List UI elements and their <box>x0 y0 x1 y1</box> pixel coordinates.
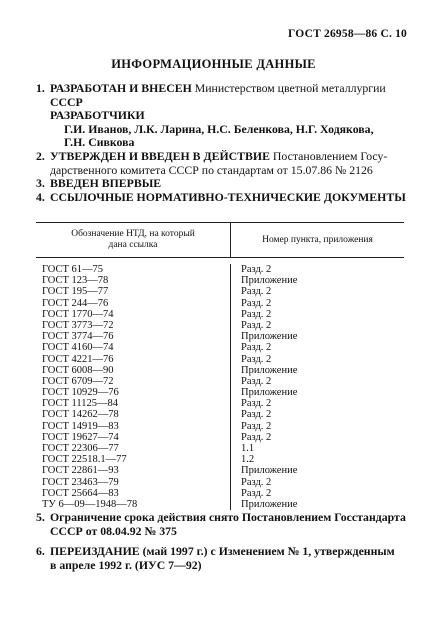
table-cell-doc: ГОСТ 10929—76 <box>42 387 119 399</box>
table-cell-clause: Приложение <box>241 387 298 399</box>
table-cell-clause: Разд. 2 <box>241 476 272 488</box>
item-heading: ВВЕДЕН ВПЕРВЫЕ <box>50 176 162 191</box>
item-number: 6. <box>36 544 45 558</box>
item-number: 3. <box>36 176 45 191</box>
table-cell-clause: Разд. 2 <box>241 353 272 365</box>
table-cell-clause: Разд. 2 <box>241 342 272 354</box>
item-number: 2. <box>36 148 45 163</box>
table-cell-doc: ГОСТ 195—77 <box>42 286 109 298</box>
footer-items <box>36 510 407 578</box>
info-item-1 <box>36 82 407 150</box>
table-cell-doc: ГОСТ 244—76 <box>42 297 109 309</box>
item-text: Министерством цветной металлургии <box>194 81 386 95</box>
item-heading: РАЗРАБОТАН И ВНЕСЕН <box>50 81 192 95</box>
table-cell-clause: Разд. 2 <box>241 319 272 331</box>
item-number: 1. <box>36 81 45 95</box>
table-cell-clause: Разд. 2 <box>241 420 272 432</box>
table-cell-doc: ГОСТ 22306—77 <box>42 443 119 454</box>
info-items <box>36 82 407 204</box>
table-cell-doc: ГОСТ 23463—79 <box>42 476 119 488</box>
info-item-5 <box>36 510 407 538</box>
table-cell-doc: ГОСТ 14262—78 <box>42 409 119 421</box>
item-number: 5. <box>36 510 45 524</box>
table-cell-clause: Разд. 2 <box>241 286 272 298</box>
table-cell-clause: Приложение <box>241 465 298 477</box>
table-header <box>36 222 404 258</box>
item-text-line2: дарственного комитета СССР по стандартам от 15.07.86 № 2126 <box>50 162 373 177</box>
column-header-doc-line2: дана ссылка <box>108 240 158 250</box>
item-text-line1: ПЕРЕИЗДАНИЕ (май 1997 г.) с Изменением № 1, утвержденным <box>50 544 395 558</box>
developers-names-line2: Г.Н. Сивкова <box>64 135 135 150</box>
table-cell-doc: ГОСТ 3774—76 <box>42 331 114 343</box>
table-cell-doc: ГОСТ 6008—90 <box>42 364 114 376</box>
info-item-3 <box>36 177 407 191</box>
column-header-clause: Номер пункта, приложения <box>262 235 373 245</box>
item-text-line2: СССР от 08.04.92 № 375 <box>50 524 177 538</box>
item-number: 4. <box>36 189 45 204</box>
table-cell-doc: ГОСТ 22861—93 <box>42 465 119 477</box>
info-item-4 <box>36 191 407 205</box>
item-text: Постановлением Госу- <box>272 148 388 163</box>
table-cell-doc: ГОСТ 3773—72 <box>42 319 114 331</box>
table-cell-clause: Разд. 2 <box>241 398 272 410</box>
developers-label: РАЗРАБОТЧИКИ <box>50 108 145 123</box>
table-cell-doc: ГОСТ 61—75 <box>42 264 104 275</box>
item-text-line2: СССР <box>50 94 83 109</box>
table-cell-clause: Разд. 2 <box>241 264 272 275</box>
table-cell-doc: ГОСТ 4160—74 <box>42 342 114 354</box>
table-cell-doc: ГОСТ 14919—83 <box>42 420 119 432</box>
info-item-2 <box>36 150 407 177</box>
item-heading: ССЫЛОЧНЫЕ НОРМАТИВНО-ТЕХНИЧЕСКИЕ ДОКУМЕНТЫ <box>50 189 406 204</box>
table-cell-clause: Приложение <box>241 331 298 343</box>
table-cell-doc: ГОСТ 11125—84 <box>42 398 119 410</box>
table-cell-clause: Разд. 2 <box>241 431 272 443</box>
table-cell-doc: ТУ 6—09—1948—78 <box>42 498 138 510</box>
table-cell-clause: Разд. 2 <box>241 297 272 309</box>
column-header-doc <box>36 223 231 257</box>
table-cell-clause: 1.1 <box>241 443 255 454</box>
table-cell-clause: Приложение <box>241 498 298 510</box>
table-cell-clause: Разд. 2 <box>241 308 272 320</box>
page-title: ИНФОРМАЦИОННЫЕ ДАННЫЕ <box>111 57 316 71</box>
clause-column <box>231 264 404 510</box>
table-cell-clause: Разд. 2 <box>241 487 272 499</box>
info-item-6 <box>36 544 407 572</box>
table-cell-clause: Приложение <box>241 275 298 287</box>
table-cell-doc: ГОСТ 19627—74 <box>42 431 119 443</box>
column-header-doc-line1: Обозначение НТД, на который <box>71 229 195 239</box>
table-cell-doc: ГОСТ 123—78 <box>42 275 109 287</box>
table-cell-doc: ГОСТ 6709—72 <box>42 375 114 387</box>
developers-names-line1: Г.И. Иванов, Л.К. Ларина, Н.С. Беленкова, Н.Г. Ходякова, <box>64 121 374 136</box>
table-cell-clause: Приложение <box>241 364 298 376</box>
table-cell-clause: 1.2 <box>241 454 255 466</box>
table-cell-doc: ГОСТ 22518.1—77 <box>42 454 127 466</box>
item-text-line1: Ограничение срока действия снято Постановлением Госстандарта <box>50 510 406 524</box>
page-header-doc-ref: ГОСТ 26958—86 С. 10 <box>288 28 407 40</box>
doc-column <box>36 264 231 510</box>
item-heading: УТВЕРЖДЕН И ВВЕДЕН В ДЕЙСТВИЕ <box>50 148 270 163</box>
item-text-line2: в апреле 1992 г. (ИУС 7—92) <box>50 558 202 572</box>
table-body <box>36 258 404 510</box>
table-cell-doc: ГОСТ 1770—74 <box>42 308 114 320</box>
table-cell-doc: ГОСТ 4221—76 <box>42 353 114 365</box>
table-cell-doc: ГОСТ 25664—83 <box>42 487 119 499</box>
reference-docs-table <box>36 222 404 510</box>
table-cell-clause: Разд. 2 <box>241 409 272 421</box>
table-cell-clause: Разд. 2 <box>241 375 272 387</box>
